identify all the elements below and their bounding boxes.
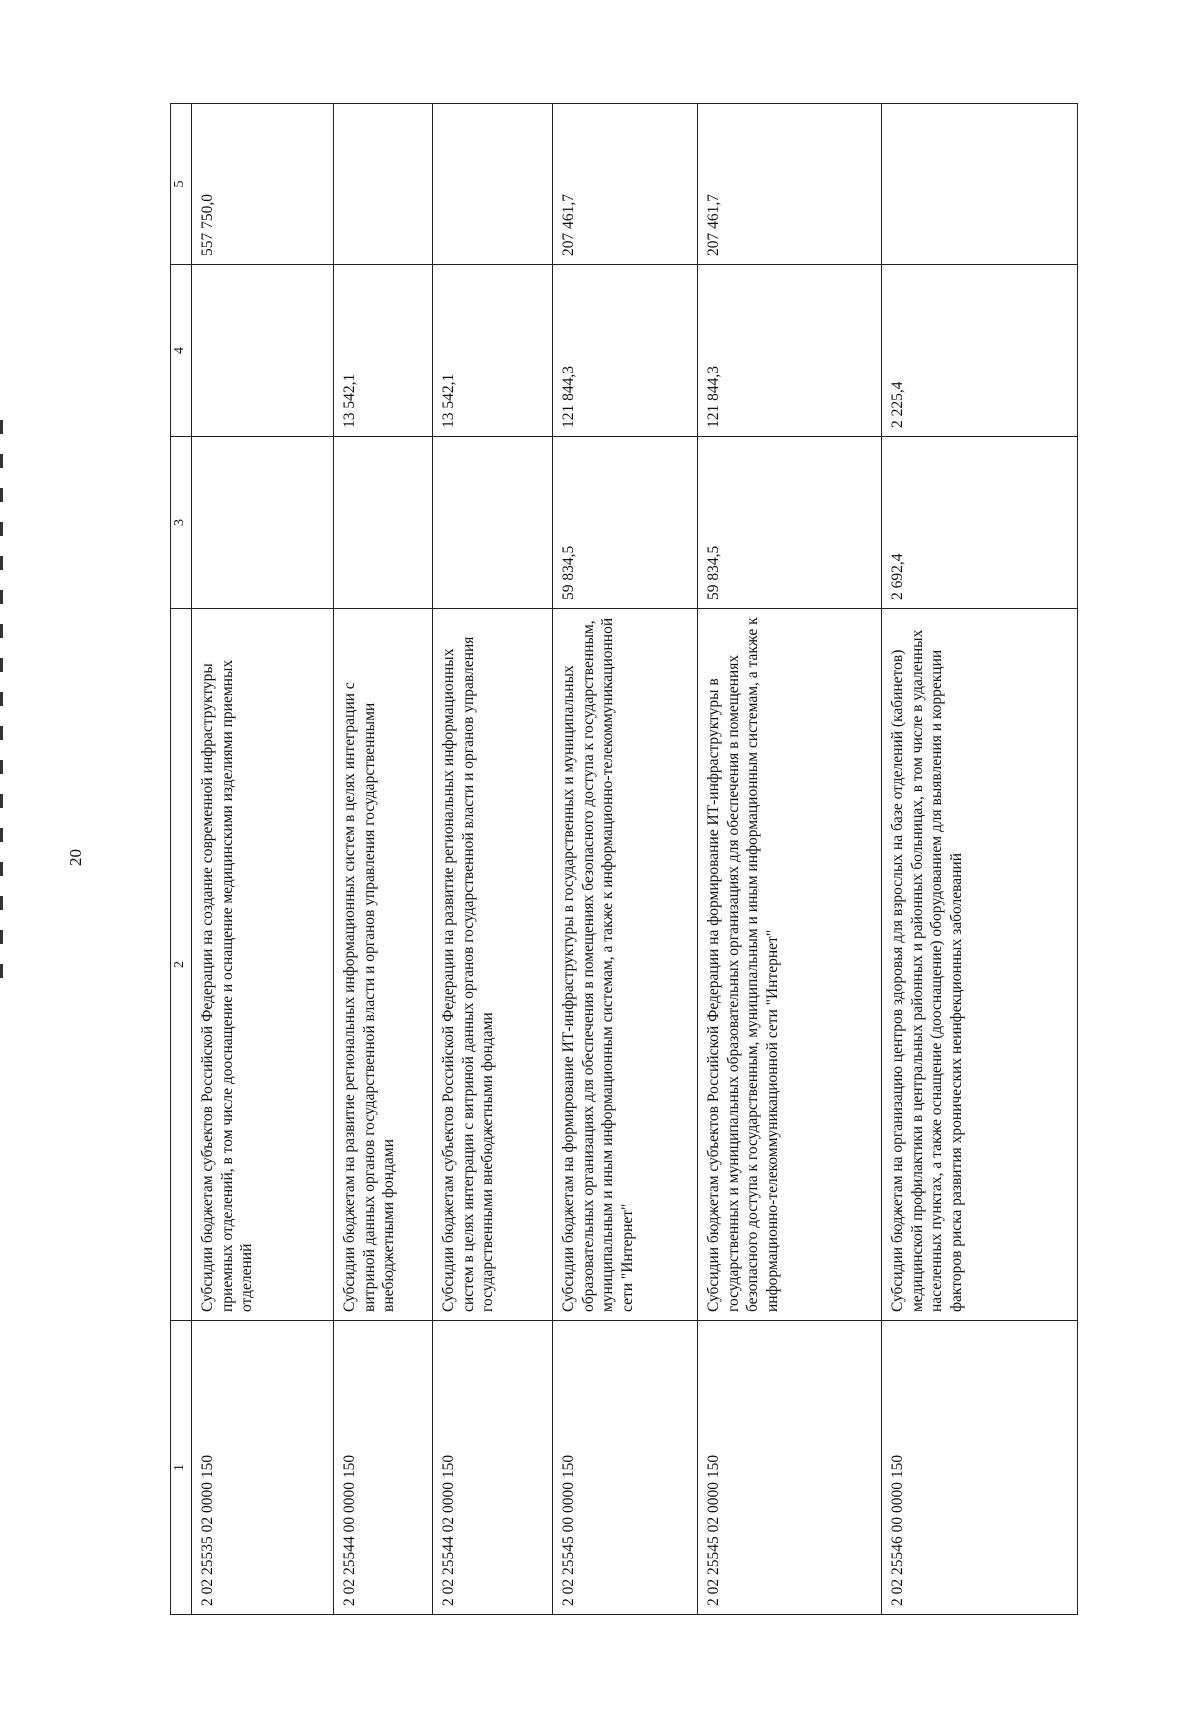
row-code: 2 02 25544 02 0000 150 (433, 1321, 553, 1615)
row-value-col3: 2 692,4 (882, 437, 1078, 609)
row-value-col5: 207 461,7 (698, 104, 882, 265)
table-header-row (171, 104, 192, 1615)
row-value-col4: 13 542,1 (334, 265, 433, 437)
row-name: Субсидии бюджетам на формирование ИТ-инфраструктуры в государственных и муниципальных образовательных организациях для обеспечения в помещениях безопасного доступа к государственным, муниципальным и иным информационным системам, а также к информационно-телекоммуникационной сети "Интернет" (553, 609, 698, 1321)
header-col-5: 5 (171, 104, 192, 265)
row-code: 2 02 25545 00 0000 150 (553, 1321, 698, 1615)
page-number: 20 (66, 849, 85, 866)
row-value-col3 (192, 437, 334, 609)
row-value-col5 (334, 104, 433, 265)
row-code: 2 02 25546 00 0000 150 (882, 1321, 1078, 1615)
header-col-1: 1 (171, 1321, 192, 1615)
row-value-col4: 2 225,4 (882, 265, 1078, 437)
row-value-col3: 59 834,5 (553, 437, 698, 609)
table-row (192, 104, 334, 1615)
header-col-4: 4 (171, 265, 192, 437)
row-name: Субсидии бюджетам на организацию центров здоровья для взрослых на базе отделений (кабинетов) медицинской профилактики в центральных районных и районных больницах, в том числе в удаленных населенных пунктах, а также оснащение (дооснащение) оборудованием для выявления и коррекции факторов риска развития хронических неинфекционных заболеваний (882, 609, 1078, 1321)
header-col-3: 3 (171, 437, 192, 609)
row-value-col4: 121 844,3 (698, 265, 882, 437)
row-value-col4: 121 844,3 (553, 265, 698, 437)
row-name: Субсидии бюджетам субъектов Российской Федерации на создание современной инфраструктуры приемных отделений, в том числе дооснащение и оснащение медицинскими изделиями приемных отделений (192, 609, 334, 1321)
budget-table-rotated (170, 149, 1078, 1615)
table-row (553, 104, 698, 1615)
table-row (334, 104, 433, 1615)
row-value-col5 (882, 104, 1078, 265)
row-name: Субсидии бюджетам на развитие региональных информационных систем в целях интеграции с витриной данных органов государственной власти и органов управления государственными внебюджетными фондами (334, 609, 433, 1321)
table-row (882, 104, 1078, 1615)
row-value-col3 (433, 437, 553, 609)
budget-table (170, 103, 1078, 1615)
row-name: Субсидии бюджетам субъектов Российской Федерации на формирование ИТ-инфраструктуры в государственных и муниципальных образовательных организациях для обеспечения в помещениях безопасного доступа к государственным, муниципальным и иным информационным системам, а также к информационно-телекоммуникационной сети "Интернет" (698, 609, 882, 1321)
header-col-2: 2 (171, 609, 192, 1321)
row-code: 2 02 25535 02 0000 150 (192, 1321, 334, 1615)
row-value-col5: 207 461,7 (553, 104, 698, 265)
row-name: Субсидии бюджетам субъектов Российской Федерации на развитие региональных информационных систем в целях интеграции с витриной данных органов государственной власти и органов управления государственными внебюджетными фондами (433, 609, 553, 1321)
row-value-col3 (334, 437, 433, 609)
row-value-col4: 13 542,1 (433, 265, 553, 437)
row-code: 2 02 25544 00 0000 150 (334, 1321, 433, 1615)
row-code: 2 02 25545 02 0000 150 (698, 1321, 882, 1615)
row-value-col5 (433, 104, 553, 265)
row-value-col3: 59 834,5 (698, 437, 882, 609)
table-row (698, 104, 882, 1615)
row-value-col5: 557 750,0 (192, 104, 334, 265)
scan-edge-mark (0, 420, 3, 980)
row-value-col4 (192, 265, 334, 437)
table-row (433, 104, 553, 1615)
